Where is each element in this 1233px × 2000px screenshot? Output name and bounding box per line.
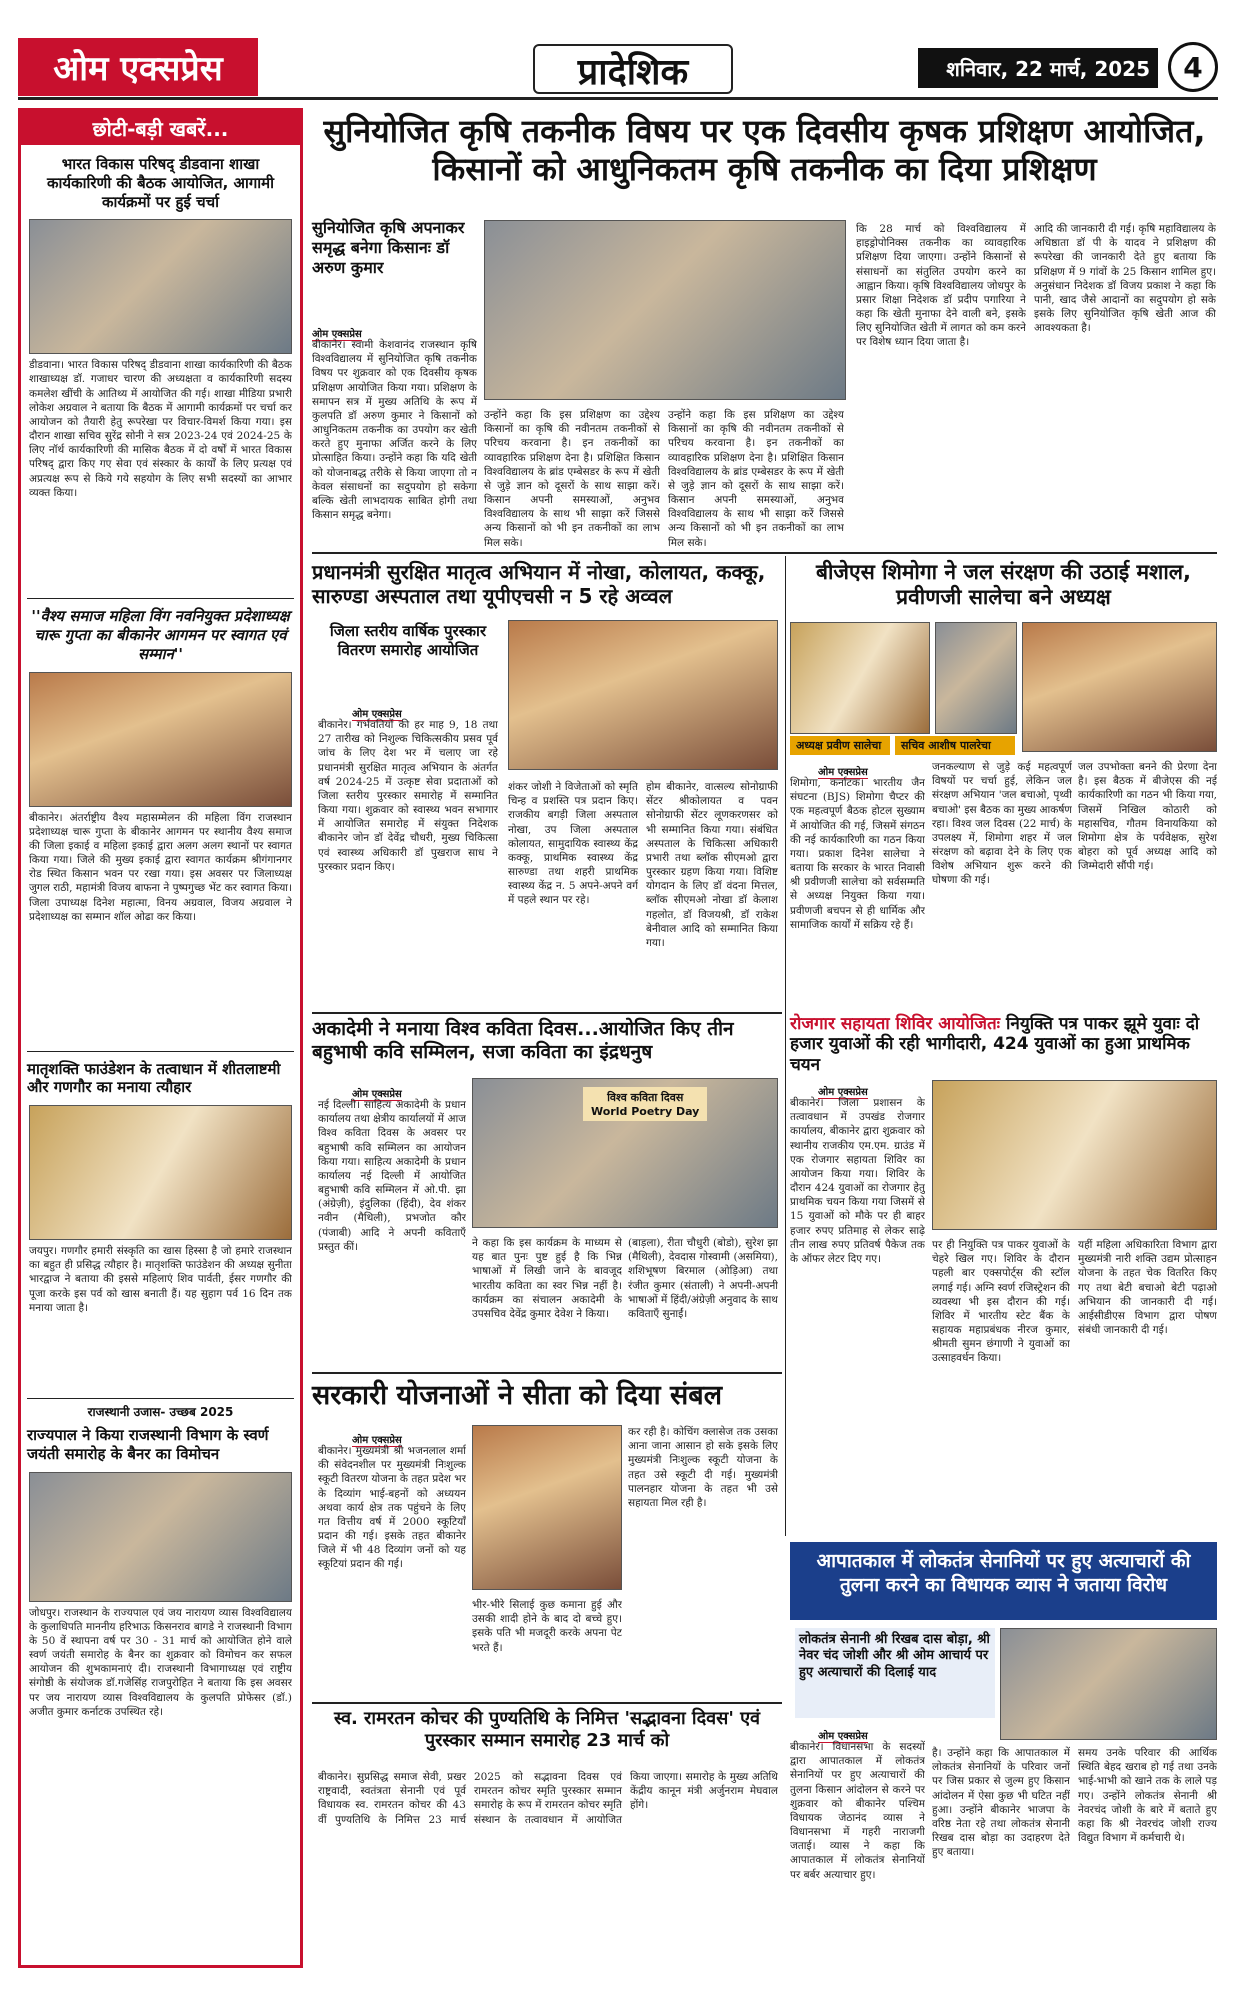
lead-photo (484, 220, 846, 400)
lead-byline: ओम एक्सप्रेस (312, 322, 362, 341)
pmsma-photo (508, 620, 778, 770)
emergency-body-col2: है। उन्होंने कहा कि आपातकाल में लोकतंत्र सेनानियों के परिवार जनों पर जिस प्रकार से जुल्म हुए किसान आंदोलन में ऐसा कुछ भी घटित नहीं हुआ। उन्होंने बीकानेर भाजपा के वरिष्ठ नेता रहे तथा लोकतंत्र सेनानी रिखब दास बोड़ा का उदाहरण देते हुए बताया। (932, 1747, 1070, 1859)
brief3-headline: मातृशक्ति फाउंडेशन के तत्वाधान में शीतलाष्टमी और गणगौर का मनाया त्यौहार (27, 1059, 281, 1097)
poetry-photo (472, 1078, 778, 1228)
brief3-photo (29, 1105, 292, 1240)
lead-body-col2: उन्होंने कहा कि इस प्रशिक्षण का उद्देश्य किसानों का कृषि की नवीनतम तकनीकों से परिचय करवाना है। इन तकनीकों का व्यावहारिक प्रशिक्षण देना है। प्रशिक्षित किसान विश्वविद्यालय के ब्रांड एम्बेसडर के रूप में खेती से जुड़े ज्ञान को दूसरों के साथ साझा करें। किसान अपनी समस्याओं, अनुभव विश्वविद्यालय के साथ भी साझा करें जिससे अन्य किसानों को भी इन तकनीकों का लाभ मिल सके। (484, 409, 660, 548)
brief2-headline: ''वैश्य समाज महिला विंग नवनियुक्त प्रदेशाध्यक्ष चारू गुप्ता का बीकानेर आगमन पर स्वागत एवं सम्मान'' (31, 607, 290, 663)
mid-divider (312, 1702, 782, 1704)
lead-body-col5: आदि की जानकारी दी गई। कृषि महाविद्यालय के अधिष्ठाता डॉ पी के यादव ने प्रशिक्षण की रूपरेखा की जानकारी देते हुए बताया कि प्रशिक्षण में 9 गांवों के 25 किसान शामिल हुए। अनुसंधान निदेशक डॉ विजय प्रकाश ने कहा कि पानी, खाद जैसे आदानों का सदुपयोग हो सके इसके लिए सुनियोजित कृषि खेती आज की आवश्यकता है। (1034, 223, 1216, 335)
rozgar-headline-rest: नियुक्ति पत्र पाकर झूमे युवाः दो हजार युवाओं की रही भागीदारी, 424 युवाओं का हुआ प्राथमिक चयन (790, 1014, 1200, 1075)
sambal-body-col1: बीकानेर। मुख्यमंत्री श्री भजनलाल शर्मा की संवेदनशील पर मुख्यमंत्री निःशुल्क स्कूटी वितरण योजना के तहत प्रदेश भर के दिव्यांग भाई-बहनों को अध्ययन अथवा कार्य क्षेत्र तक पहुंचने के लिए गत वित्तीय वर्ष में 2000 स्कूटियाँ प्रदान की गई। इसके तहत बीकानेर जिले में भी 48 दिव्यांग जनों को यह स्कूटियां प्रदान की गई। (318, 1445, 466, 1571)
ramratan-body: बीकानेर। सुप्रसिद्ध समाज सेवी, प्रखर राष्ट्रवादी, स्वतंत्रता सेनानी एवं पूर्व विधायक स्व. रामरतन कोचर की 43 वीं पुण्यतिथि के निमित्त 23 मार्च 2025 को सद्भावना दिवस एवं रामरतन कोचर स्मृति पुरस्कार सम्मान समारोह के रूप में रामरतन कोचर स्मृति संस्थान के तत्वावधान में आयोजित किया जाएगा। समारोह के मुख्य अतिथि केंद्रीय कानून मंत्री अर्जुनराम मेघवाल होंगे। (318, 1771, 778, 1826)
bjs-group-photo (1022, 622, 1217, 752)
bjs-body-col1: शिमोगा, कर्नाटक। भारतीय जैन संघटना (BJS) शिमोगा चैप्टर की एक महत्वपूर्ण बैठक होटल सुख्याम में आयोजित की गई, जिसमें संगठन की नई कार्यकारिणी का गठन किया गया। प्रकाश दिनेश सालेचा ने बताया कि सरकार के भारत निवासी श्री प्रवीणजी सालेचा को सर्वसम्मति से अध्यक्ष नियुक्त किया गया। प्रवीणजी बचपन से ही धार्मिक और सामाजिक कार्यों में सक्रिय रहे हैं। (790, 777, 925, 931)
brief4-body: जोधपुर। राजस्थान के राज्यपाल एवं जय नारायण व्यास विश्वविद्यालय के कुलाधिपति माननीय हरिभाऊ किसनराव बागडे ने राजस्थानी विभाग के 50 वें स्थापना वर्ष पर 30 - 31 मार्च को आयोजित होने वाले स्वर्ण जयंती समारोह के बैनर का शुक्रवार को विमोचन कर सफल आयोजन की शुभकामनाएं दी। राजस्थानी विभागाध्यक्ष एवं राष्ट्रीय संगोष्ठी के संयोजक डॉ.गजेसिंह राजपुरोहित ने बताया कि इस अवसर पर जय नारायण व्यास विश्वविद्यालय के कुलपति प्रोफेसर (डॉ.) अजीत कुमार कर्नाटक उपस्थित रहे। (29, 1606, 292, 1718)
pmsma-body-col2: शंकर जोशी ने विजेताओं को स्मृति चिन्ह व प्रशस्ति पत्र प्रदान किए। राजकीय बगड़ी जिला अस्पताल नोखा, उप जिला अस्पताल कोलायत, सामुदायिक स्वास्थ्य केंद्र कक्कू, प्राथमिक स्वास्थ्य केंद्र सारुण्डा तथा शहरी प्राथमिक स्वास्थ्य केंद्र न. 5 अपने-अपने वर्ग में पहले स्थान पर रहे। (508, 781, 638, 907)
brief-divider (27, 1398, 294, 1399)
emergency-body-col3: समय उनके परिवार की आर्थिक स्थिति बेहद खराब हो गई तथा उनके भाई-भाभी को खाने तक के लाले पड़ गए। उन्होंने लोकतंत्र सेनानी श्री नेवरचंद जोशी के बारे में बताते हुए कहा कि श्री नेवरचंद जोशी राज्य विद्युत विभाग में कर्मचारी थे। (1078, 1747, 1217, 1845)
poetry-body-col1: नई दिल्ली। साहित्य अकादेमी के प्रधान कार्यालय तथा क्षेत्रीय कार्यालयों में आज विश्व कविता दिवस के अवसर पर बहुभाषी कवि सम्मिलन का आयोजन किया गया। साहित्य अकादेमी के प्रधान कार्यालय नई दिल्ली में आयोजित बहुभाषी कवि सम्मिलन में ओ.पी. झा (अंग्रेज़ी), इंदुलिका (हिंदी), देव शंकर नवीन (मैथिली), प्रभजोत कौर (पंजाबी) आदि ने अपनी कविताएँ प्रस्तुत कीं। (318, 1099, 466, 1253)
bjs-secretary-photo (935, 622, 1017, 734)
rozgar-headline (790, 1014, 1217, 1074)
bjs-caption-secretary: सचिव आशीष पालरेचा (895, 736, 1015, 755)
emergency-byline: ओम एक्सप्रेस (818, 1724, 868, 1743)
lead-subhead: सुनियोजित कृषि अपनाकर समृद्ध बनेगा किसानः डॉ अरुण कुमार (312, 218, 465, 277)
sambal-byline: ओम एक्सप्रेस (352, 1428, 402, 1447)
bjs-caption-president: अध्यक्ष प्रवीण सालेचा (790, 736, 890, 755)
emergency-headline: आपातकाल में लोकतंत्र सेनानियों पर हुए अत्याचारों की तुलना करने का विधायक व्यास ने जताया विरोध (790, 1542, 1217, 1620)
bjs-body-col3: जल उपभोक्ता बनने की प्रेरणा देना है। इस बैठक में बीजेएस की नई कार्यकारिणी का गठन भी किया गया, जिसमें निखिल कोठारी को महासचिव, गौतम विनायकिया को शिमोगा क्षेत्र के पर्यवेक्षक, सुरेश बोहरा को पूर्व अध्यक्ष आदि को जिम्मेदारी सौंपी गई। (1078, 761, 1217, 873)
rozgar-body-col3: यहीं महिला अधिकारिता विभाग द्वारा मुख्यमंत्री नारी शक्ति उद्यम प्रोत्साहन योजना के तहत चेक वितरित किए गए तथा बेटी बचाओ बेटी पढ़ाओ अभियान की जानकारी दी गई। आईसीडीएस विभाग द्वारा पोषण संबंधी जानकारी दी गई। (1078, 1239, 1217, 1337)
sambal-headline: सरकारी योजनाओं ने सीता को दिया संबल (312, 1380, 723, 1411)
sidebar-title: छोटी-बड़ी खबरें... (21, 111, 300, 145)
brief1-headline: भारत विकास परिषद् डीडवाना शाखा कार्यकारिणी की बैठक आयोजित, आगामी कार्यक्रमों पर हुई चर्चा (46, 155, 275, 211)
sidebar-briefs (18, 108, 303, 1968)
emergency-body-col1: बीकानेर। विधानसभा के सदस्यों द्वारा आपातकाल में लोकतंत्र सेनानियों पर हुए अत्याचारों की तुलना किसान आंदोलन से करने पर शुक्रवार को बीकानेर पश्चिम विधायक जेठानंद व्यास ने विधानसभा में गहरी नाराजगी जताई। व्यास ने कहा कि आपातकाल में लोकतंत्र सेनानियों पर बर्बर अत्याचार हुए। (790, 1741, 925, 1881)
bjs-byline: ओम एक्सप्रेस (818, 760, 868, 779)
brief-divider (27, 598, 294, 599)
bjs-headline: बीजेएस शिमोगा ने जल संरक्षण की उठाई मशाल, प्रवीणजी सालेचा बने अध्यक्ष (816, 560, 1191, 610)
sambal-body-col2: कर रही है। कोचिंग क्लासेज तक उसका आना जाना आसान हो सके इसके लिए मुख्यमंत्री निःशुल्क स्कूटी योजना के तहत उसे स्कूटी दी गई। मुख्यमंत्री पालनहार योजना के तहत भी उसे सहायता मिल रही है। (628, 1426, 778, 1509)
poetry-headline: अकादेमी ने मनाया विश्व कविता दिवस...आयोजित किए तीन बहुभाषी कवि सम्मिलन, सजा कविता का इंद्रधनुष (312, 1018, 734, 1063)
pmsma-byline: ओम एक्सप्रेस (352, 702, 402, 721)
brief4-photo (29, 1472, 292, 1602)
ramratan-headline: स्व. रामरतन कोचर की पुण्यतिथि के निमित्त 'सद्भावना दिवस' एवं पुरस्कार सम्मान समारोह 23 मार्च को (333, 1708, 761, 1751)
rozgar-headline-red: रोजगार सहायता शिविर आयोजितः (790, 1014, 1001, 1034)
brief2-photo (29, 672, 292, 807)
pmsma-body-col3: होम बीकानेर, वात्सल्य सोनोग्राफी सेंटर श्रीकोलायत व पवन सोनोग्राफी सेंटर लूणकरणसर को भी सम्मानित किया गया। संबंधित अस्पताल के चिकित्सा अधिकारी प्रभारी तथा ब्लॉक सीएमओ द्वारा पुरस्कार ग्रहण किया गया। विशिष्ट योगदान के लिए डॉ वंदना मित्तल, ब्लॉक सीएमओ नोखा डॉ केलाश गहलोत, डॉ विजयश्री, डॉ राकेश बेनीवाल आदि को सम्मानित किया गया। (646, 781, 778, 949)
brief2-body: बीकानेर। अंतर्राष्ट्रीय वैश्य महासम्मेलन की महिला विंग राजस्थान प्रदेशाध्यक्ष चारू गुप्ता के बीकानेर आगमन पर स्थानीय वैश्य समाज की जिला इकाई व महिला इकाई द्वारा अलग अलग स्थानों पर स्वागत किया गया। जिले की मुख्य इकाई द्वारा स्वागत कार्यक्रम श्रीगंगानगर रोड स्थित किसान भवन पर रखा गया। इस अवसर पर जिलाध्यक्ष जुगल राठी, महामंत्री विजय बाफना ने पुष्पगुच्छ भेंट कर स्वागत किया। जिला उपाध्यक्ष दिनेश महात्मा, विनय अग्रवाल, विजय अग्रवाल ने प्रदेशाध्यक्ष का सम्मान शॉल ओढा कर किया। (29, 811, 292, 923)
brief4-headline: राज्यपाल ने किया राजस्थानी विभाग के स्वर्ण जयंती समारोह के बैनर का विमोचन (27, 1426, 269, 1463)
brief-divider (27, 1051, 294, 1052)
brief4-kicker: राजस्थानी उजास- उच्छब 2025 (87, 1405, 234, 1419)
column-rule (785, 556, 786, 1536)
poetry-banner-hindi: विश्व कविता दिवस (607, 1091, 684, 1104)
lead-headline: सुनियोजित कृषि तकनीक विषय पर एक दिवसीय कृषक प्रशिक्षण आयोजित, किसानों को आधुनिकतम कृषि तकनीक का दिया प्रशिक्षण (323, 112, 1206, 189)
poetry-body-col2: ने कहा कि इस कार्यक्रम के माध्यम से यह बात पुनः पुष्ट हुई है कि भिन्न भाषाओं में लिखी जाने के बावजूद भारतीय कविता का स्वर भिन्न नहीं है। कार्यक्रम का संचालन अकादेमी के उपसचिव देवेंद्र कुमार देवेश ने किया। (472, 1237, 622, 1320)
issue-date: शनिवार, 22 मार्च, 2025 (918, 48, 1158, 88)
bjs-body-col2: जनकल्याण से जुड़े कई महत्वपूर्ण विषयों पर चर्चा हुई, लेकिन जल संरक्षण अभियान 'जल बचाओ, पृथ्वी बचाओ' इस बैठक का मुख्य आकर्षण रहा। विश्व जल दिवस (22 मार्च) के उपलक्ष्य में, शिमोगा शहर में जल संरक्षण को बढ़ावा देने के लिए एक विशेष अभियान शुरू करने की घोषणा की गई। (932, 761, 1072, 887)
rozgar-photo (932, 1080, 1217, 1230)
brief3-body: जयपुर। गणगौर हमारी संस्कृति का खास हिस्सा है जो हमारे राजस्थान का बहुत ही प्रसिद्ध त्यौहार है। मातृशक्ति फाउंडेशन की अध्यक्ष सुनीता भारद्वाज ने बताया की इससे महिलाएं शिव पार्वती, ईसर गणगौर की पूजा करके इस पर्व को खास बनाती हैं। यह सुहाग पर्व 16 दिन तक मनाया जाता है। (29, 1245, 292, 1314)
poetry-banner-english: World Poetry Day (591, 1105, 700, 1118)
lead-body-col1: बीकानेर। स्वामी केशवानंद राजस्थान कृषि विश्वविद्यालय में सुनियोजित कृषि तकनीक विषय पर शुक्रवार को एक दिवसीय कृषक प्रशिक्षण आयोजित किया गया। प्रशिक्षण के समापन सत्र में मुख्य अतिथि के रूप में कुलपति डॉ अरुण कुमार ने किसानों को आधुनिकतम तकनीक का उपयोग कर खेती करते हुए मुनाफा अर्जित करने के लिए प्रोत्साहित किया। उन्होंने कहा कि यदि खेती को योजनाबद्ध तरीके से किया जाएगा तो न केवल संसाधनों का सदुपयोग हो सकेगा बल्कि खेती लाभदायक साबित होगी तथा किसान समृद्ध बनेगा। (312, 339, 477, 522)
lead-body-col3: उन्होंने कहा कि इस प्रशिक्षण का उद्देश्य किसानों का कृषि की नवीनतम तकनीकों से परिचय करवाना है। इन तकनीकों का व्यावहारिक प्रशिक्षण देना है। प्रशिक्षित किसान विश्वविद्यालय के ब्रांड एम्बेसडर के रूप में खेती से जुड़े ज्ञान को दूसरों के साथ साझा करें। किसान अपनी समस्याओं, अनुभव विश्वविद्यालय के साथ भी साझा करें जिससे अन्य किसानों को भी इन तकनीकों का लाभ मिल सके। (668, 409, 844, 548)
mid-divider (312, 1372, 782, 1374)
poetry-byline: ओम एक्सप्रेस (352, 1082, 402, 1101)
rozgar-body-col2: पर ही नियुक्ति पत्र पाकर युवाओं के चेहरे खिल गए। शिविर के दौरान पहली बार एक्सपोर्ट्स की स्टॉल लगाई गई। अग्नि स्वर्ण रजिस्ट्रेशन की व्यवस्था भी इस दौरान की गई। शिविर में भारतीय स्टेट बैंक के सहायक महाप्रबंधक नीरज कुमार, श्रीमती सुमन छंगाणी ने युवाओं का उत्साहवर्धन किया। (932, 1239, 1070, 1365)
pmsma-body-col1: बीकानेर। गर्भवतियों की हर माह 9, 18 तथा 27 तारीख को निशुल्क चिकित्सकीय प्रसव पूर्व जांच के लिए देश भर में चलाए जा रहे प्रधानमंत्री सुरक्षित मातृत्व अभियान के अंतर्गत वर्ष 2024-25 में उत्कृष्ट सेवा प्रदाताओं को जिला स्तरीय पुरस्कार समारोह में सम्मानित किया गया। शुक्रवार को स्वास्थ्य भवन सभागार में आयोजित समारोह में संयुक्त निदेशक बीकानेर जोन डॉ देवेंद्र चौधरी, मुख्य चिकित्सा एवं स्वास्थ्य अधिकारी डॉ पुखराज साध ने पुरस्कार प्रदान किए। (318, 719, 498, 873)
pmsma-subhead: जिला स्तरीय वार्षिक पुरस्कार वितरण समारोह आयोजित (329, 622, 487, 659)
masthead (18, 38, 1218, 100)
brief1-body: डीडवाना। भारत विकास परिषद् डीडवाना शाखा कार्यकारिणी की बैठक शाखाध्यक्ष डॉ. गजाधर चारण की अध्यक्षता व कार्यकारिणी सदस्य कमलेश खींची के आतिथ्य में आयोजित की गई। शाखा मीडिया प्रभारी लोकेश अग्रवाल ने बताया कि बैठक में आगामी कार्यक्रमों पर चर्चा कर आयोजन को तैयारी हेतु रूपरेखा पर विचार-विमर्श किया गया। इस दौरान शाखा सचिव सुरेंद्र सोनी ने सत्र 2023-24 एवं 2024-25 के लिए नॉर्थ कार्यकारिणी की मासिक बैठक में दो वर्षों में भारत विकास परिषद् द्वारा किए गए सेवा एवं संस्कार के कार्यों के लिए प्रत्यक्ष एवं अप्रत्यक्ष रूप से किये गये सहयोग के लिए सभी सदस्यों का आभार व्यक्त किया। (29, 359, 292, 499)
pmsma-headline: प्रधानमंत्री सुरक्षित मातृत्व अभियान में नोखा, कोलायत, कक्कू, सारुण्डा अस्पताल तथा यूपीएचसी न 5 रहे अव्वल (312, 560, 766, 608)
mid-divider (312, 1012, 782, 1014)
brief1-photo (29, 219, 292, 354)
lead-divider (312, 552, 1217, 554)
emergency-photo (1000, 1628, 1217, 1740)
lead-body-col4: कि 28 मार्च को विश्वविद्यालय में हाइड्रोपोनिक्स तकनीक का व्यावहारिक प्रशिक्षण दिया जाएगा। उन्होंने किसानों से संसाधनों का संतुलित उपयोग करने का आह्वान किया। कृषि विश्वविद्यालय जोधपुर के प्रसार शिक्षा निदेशक डॉ प्रदीप पगारिया ने कहा कि खेती मुनाफा देने वाली बने, इसके लिए सुनियोजित खेती में लागत को कम करने पर विशेष ध्यान दिया जाता है। (856, 223, 1026, 349)
poetry-body-col3: (बाड़ला), रीता चौधुरी (बोडो), सुरेश झा (मैथिली), देवदास गोस्वामी (असमिया), शशिभूषण बिरमाल (ओड़िआ) तथा रंजीत कुमार (संताली) ने अपनी-अपनी भाषाओं में हिंदी/अंग्रेज़ी अनुवाद के साथ कविताएँ सुनाईं। (628, 1237, 778, 1320)
bjs-president-photo (790, 622, 930, 734)
rozgar-body-col1: बीकानेर। जिला प्रशासन के तत्वावधान में उपखंड रोजगार कार्यालय, बीकानेर द्वारा शुक्रवार को स्थानीय राजकीय एम.एम. ग्राउंड में एक रोजगार सहायता शिविर का आयोजन किया गया। शिविर के दौरान 424 युवाओं का रोजगार हेतु प्राथमिक चयन किया गया जिसमें से 15 युवाओं को मौके पर ही बाहर हजार रुपए प्रतिमाह से लेकर साढ़े तीन लाख रुपए प्रतिवर्ष पैकेज तक के ऑफर लेटर दिए गए। (790, 1097, 925, 1265)
sambal-photo (472, 1425, 622, 1590)
sambal-caption: भीर-भीरे सिलाई कुछ कमाना हुई और उसकी शादी होने के बाद दो बच्चे हुए। इसके पति भी मजदूरी करके अपना पेट भरते हैं। (472, 1599, 622, 1654)
section-title: प्रादेशिक (533, 44, 733, 94)
rozgar-byline: ओम एक्सप्रेस (818, 1080, 868, 1099)
emergency-subhead: लोकतंत्र सेनानी श्री रिखब दास बोड़ा, श्री नेवर चंद जोशी और श्री ओम आचार्य पर हुए अत्याचारों की दिलाई याद (795, 1628, 995, 1718)
brand-logo: ओम एक्सप्रेस (18, 38, 258, 96)
page-number: 4 (1168, 42, 1218, 92)
